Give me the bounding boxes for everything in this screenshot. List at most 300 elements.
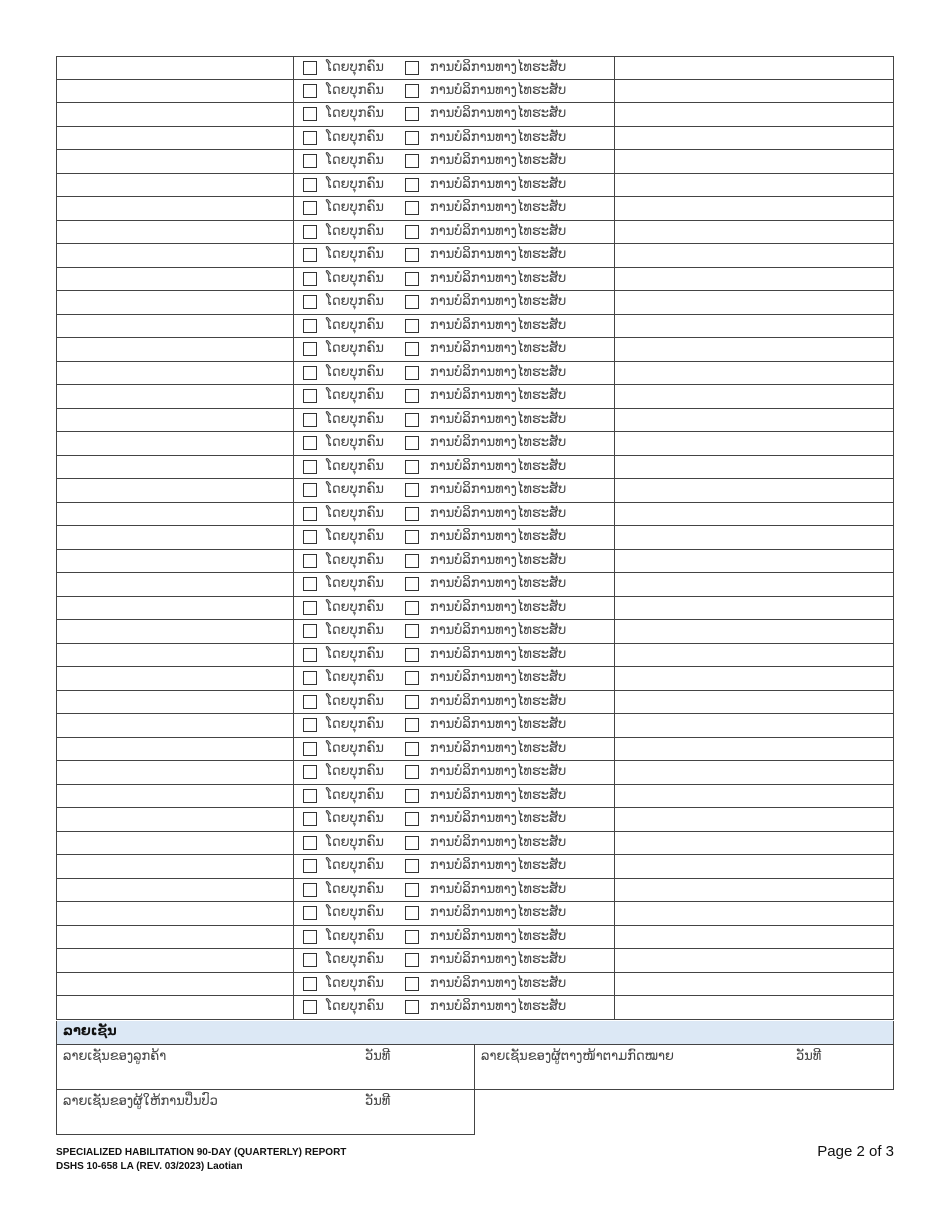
individual-checkbox[interactable] bbox=[303, 342, 317, 356]
individual-checkbox[interactable] bbox=[303, 836, 317, 850]
individual-checkbox[interactable] bbox=[303, 906, 317, 920]
behavioral-label: ການບໍລິການທາງໄທຮະສັບ bbox=[430, 200, 567, 215]
notes-cell[interactable] bbox=[615, 526, 893, 549]
service-type-cell bbox=[294, 879, 615, 902]
goal-cell[interactable] bbox=[57, 174, 294, 197]
notes-cell[interactable] bbox=[615, 949, 893, 972]
table-row bbox=[56, 197, 894, 221]
goal-cell[interactable] bbox=[57, 855, 294, 878]
service-type-cell bbox=[294, 714, 615, 737]
table-row bbox=[56, 174, 894, 198]
individual-label: ໂດຍບຸກຄົນ bbox=[326, 341, 384, 356]
legal-rep-signature-field[interactable] bbox=[475, 1045, 894, 1090]
table-row bbox=[56, 738, 894, 762]
table-row bbox=[56, 832, 894, 856]
notes-cell[interactable] bbox=[615, 879, 893, 902]
behavioral-label: ການບໍລິການທາງໄທຮະສັບ bbox=[430, 129, 567, 145]
individual-label: ໂດຍບຸກຄົນ bbox=[326, 764, 384, 779]
behavioral-label: ການບໍລິການທາງໄທຮະສັບ bbox=[430, 106, 567, 121]
individual-checkbox[interactable] bbox=[303, 436, 317, 450]
behavioral-label: ການບໍລິການທາງໄທຮະສັບ bbox=[430, 364, 567, 380]
behavioral-checkbox[interactable] bbox=[405, 906, 419, 920]
goal-cell[interactable] bbox=[57, 879, 294, 902]
behavioral-checkbox[interactable] bbox=[405, 107, 419, 121]
behavioral-label: ການບໍລິການທາງໄທຮະສັບ bbox=[430, 223, 567, 239]
client-date-label: ວັນທີ bbox=[365, 1049, 391, 1064]
individual-label: ໂດຍບຸກຄົນ bbox=[326, 881, 384, 897]
service-table bbox=[56, 56, 894, 1020]
notes-cell[interactable] bbox=[615, 738, 893, 761]
table-row bbox=[56, 409, 894, 433]
goal-cell[interactable] bbox=[57, 714, 294, 737]
goal-cell[interactable] bbox=[57, 832, 294, 855]
goal-cell[interactable] bbox=[57, 268, 294, 291]
goal-cell[interactable] bbox=[57, 526, 294, 549]
behavioral-checkbox[interactable] bbox=[405, 84, 419, 98]
individual-label: ໂດຍບຸກຄົນ bbox=[326, 294, 384, 309]
service-type-cell bbox=[294, 526, 615, 549]
table-row bbox=[56, 291, 894, 315]
table-row bbox=[56, 127, 894, 151]
behavioral-label: ການບໍລິການທາງໄທຮະສັບ bbox=[430, 294, 567, 309]
individual-label: ໂດຍບຸກຄົນ bbox=[326, 670, 384, 685]
individual-label: ໂດຍບຸກຄົນ bbox=[326, 200, 384, 215]
behavioral-label: ການບໍລິການທາງໄທຮະສັບ bbox=[430, 646, 567, 662]
goal-cell[interactable] bbox=[57, 926, 294, 949]
table-row bbox=[56, 479, 894, 503]
notes-cell[interactable] bbox=[615, 996, 893, 1019]
individual-checkbox[interactable] bbox=[303, 389, 317, 403]
notes-cell[interactable] bbox=[615, 362, 893, 385]
individual-checkbox[interactable] bbox=[303, 201, 317, 215]
notes-cell[interactable] bbox=[615, 57, 893, 79]
individual-checkbox[interactable] bbox=[303, 1000, 317, 1014]
behavioral-checkbox[interactable] bbox=[405, 859, 419, 873]
notes-cell[interactable] bbox=[615, 197, 893, 220]
individual-checkbox[interactable] bbox=[303, 61, 317, 75]
behavioral-label: ການບໍລິການທາງໄທຮະສັບ bbox=[430, 717, 567, 732]
form-number: DSHS 10-658 LA (REV. 03/2023) Laotian bbox=[56, 1161, 243, 1172]
notes-cell[interactable] bbox=[615, 174, 893, 197]
client-signature-field[interactable] bbox=[56, 1045, 475, 1090]
behavioral-checkbox[interactable] bbox=[405, 953, 419, 967]
notes-cell[interactable] bbox=[615, 385, 893, 408]
notes-cell[interactable] bbox=[615, 432, 893, 455]
service-type-cell bbox=[294, 597, 615, 620]
behavioral-checkbox[interactable] bbox=[405, 413, 419, 427]
goal-cell[interactable] bbox=[57, 902, 294, 925]
individual-checkbox[interactable] bbox=[303, 154, 317, 168]
goal-cell[interactable] bbox=[57, 785, 294, 808]
behavioral-checkbox[interactable] bbox=[405, 272, 419, 286]
behavioral-checkbox[interactable] bbox=[405, 718, 419, 732]
goal-cell[interactable] bbox=[57, 362, 294, 385]
individual-label: ໂດຍບຸກຄົນ bbox=[326, 693, 384, 709]
notes-cell[interactable] bbox=[615, 714, 893, 737]
behavioral-label: ການບໍລິການທາງໄທຮະສັບ bbox=[430, 82, 567, 98]
service-type-cell bbox=[294, 996, 615, 1019]
behavioral-checkbox[interactable] bbox=[405, 601, 419, 615]
goal-cell[interactable] bbox=[57, 761, 294, 784]
goal-cell[interactable] bbox=[57, 244, 294, 267]
table-row bbox=[56, 503, 894, 527]
behavioral-checkbox[interactable] bbox=[405, 436, 419, 450]
behavioral-checkbox[interactable] bbox=[405, 671, 419, 685]
service-type-cell bbox=[294, 855, 615, 878]
notes-cell[interactable] bbox=[615, 221, 893, 244]
service-type-cell bbox=[294, 479, 615, 502]
notes-cell[interactable] bbox=[615, 667, 893, 690]
service-type-cell bbox=[294, 174, 615, 197]
goal-cell[interactable] bbox=[57, 315, 294, 338]
behavioral-label: ການບໍລິການທາງໄທຮະສັບ bbox=[430, 975, 567, 991]
service-type-cell bbox=[294, 197, 615, 220]
goal-cell[interactable] bbox=[57, 409, 294, 432]
individual-label: ໂດຍບຸກຄົນ bbox=[326, 247, 384, 262]
behavioral-label: ການບໍລິການທາງໄທຮະສັບ bbox=[430, 599, 567, 615]
behavioral-checkbox[interactable] bbox=[405, 507, 419, 521]
goal-cell[interactable] bbox=[57, 338, 294, 361]
service-type-cell bbox=[294, 503, 615, 526]
individual-checkbox[interactable] bbox=[303, 883, 317, 897]
goal-cell[interactable] bbox=[57, 197, 294, 220]
individual-label: ໂດຍບຸກຄົນ bbox=[326, 623, 384, 638]
individual-label: ໂດຍບຸກຄົນ bbox=[326, 599, 384, 615]
behavioral-label: ການບໍລິການທາງໄທຮະສັບ bbox=[430, 153, 567, 168]
table-row bbox=[56, 268, 894, 292]
goal-cell[interactable] bbox=[57, 456, 294, 479]
behavioral-label: ການບໍລິການທາງໄທຮະສັບ bbox=[430, 411, 567, 427]
individual-checkbox[interactable] bbox=[303, 460, 317, 474]
individual-checkbox[interactable] bbox=[303, 812, 317, 826]
goal-cell[interactable] bbox=[57, 127, 294, 150]
individual-checkbox[interactable] bbox=[303, 413, 317, 427]
behavioral-checkbox[interactable] bbox=[405, 248, 419, 262]
notes-cell[interactable] bbox=[615, 244, 893, 267]
behavioral-label: ການບໍລິການທາງໄທຮະສັບ bbox=[430, 952, 567, 967]
individual-label: ໂດຍບຸກຄົນ bbox=[326, 905, 384, 920]
individual-checkbox[interactable] bbox=[303, 953, 317, 967]
provider-signature-label: ລາຍເຊັນຂອງຜູ້ໃຫ້ການປິ່ນປົວ bbox=[63, 1094, 218, 1109]
individual-label: ໂດຍບຸກຄົນ bbox=[326, 834, 384, 850]
client-signature-label: ລາຍເຊັນຂອງລູກຄ້າ bbox=[63, 1049, 167, 1064]
individual-checkbox[interactable] bbox=[303, 131, 317, 145]
provider-date-label: ວັນທີ bbox=[365, 1094, 391, 1109]
service-type-cell bbox=[294, 291, 615, 314]
table-row bbox=[56, 620, 894, 644]
individual-checkbox[interactable] bbox=[303, 366, 317, 380]
behavioral-checkbox[interactable] bbox=[405, 342, 419, 356]
service-type-cell bbox=[294, 644, 615, 667]
individual-label: ໂດຍບຸກຄົນ bbox=[326, 999, 384, 1014]
goal-cell[interactable] bbox=[57, 385, 294, 408]
individual-label: ໂດຍບຸກຄົນ bbox=[326, 129, 384, 145]
individual-checkbox[interactable] bbox=[303, 295, 317, 309]
service-type-cell bbox=[294, 667, 615, 690]
behavioral-checkbox[interactable] bbox=[405, 483, 419, 497]
notes-cell[interactable] bbox=[615, 150, 893, 173]
notes-cell[interactable] bbox=[615, 409, 893, 432]
individual-checkbox[interactable] bbox=[303, 319, 317, 333]
behavioral-checkbox[interactable] bbox=[405, 460, 419, 474]
goal-cell[interactable] bbox=[57, 573, 294, 596]
behavioral-checkbox[interactable] bbox=[405, 201, 419, 215]
individual-checkbox[interactable] bbox=[303, 601, 317, 615]
individual-checkbox[interactable] bbox=[303, 507, 317, 521]
goal-cell[interactable] bbox=[57, 667, 294, 690]
service-type-cell bbox=[294, 550, 615, 573]
individual-checkbox[interactable] bbox=[303, 671, 317, 685]
service-type-cell bbox=[294, 620, 615, 643]
behavioral-label: ການບໍລິການທາງໄທຮະສັບ bbox=[430, 764, 567, 779]
table-row bbox=[56, 385, 894, 409]
goal-cell[interactable] bbox=[57, 597, 294, 620]
individual-checkbox[interactable] bbox=[303, 178, 317, 192]
behavioral-checkbox[interactable] bbox=[405, 765, 419, 779]
behavioral-checkbox[interactable] bbox=[405, 225, 419, 239]
behavioral-label: ການບໍລິການທາງໄທຮະສັບ bbox=[430, 435, 567, 450]
service-type-cell bbox=[294, 127, 615, 150]
behavioral-checkbox[interactable] bbox=[405, 977, 419, 991]
notes-cell[interactable] bbox=[615, 785, 893, 808]
goal-cell[interactable] bbox=[57, 479, 294, 502]
goal-cell[interactable] bbox=[57, 808, 294, 831]
individual-checkbox[interactable] bbox=[303, 624, 317, 638]
notes-cell[interactable] bbox=[615, 808, 893, 831]
goal-cell[interactable] bbox=[57, 291, 294, 314]
individual-checkbox[interactable] bbox=[303, 718, 317, 732]
table-row bbox=[56, 526, 894, 550]
individual-label: ໂດຍບຸກຄົນ bbox=[326, 529, 384, 544]
goal-cell[interactable] bbox=[57, 432, 294, 455]
notes-cell[interactable] bbox=[615, 550, 893, 573]
notes-cell[interactable] bbox=[615, 338, 893, 361]
table-row bbox=[56, 362, 894, 386]
individual-checkbox[interactable] bbox=[303, 554, 317, 568]
table-row bbox=[56, 80, 894, 104]
table-row bbox=[56, 667, 894, 691]
individual-label: ໂດຍບຸກຄົນ bbox=[326, 270, 384, 286]
table-row bbox=[56, 808, 894, 832]
behavioral-checkbox[interactable] bbox=[405, 389, 419, 403]
individual-checkbox[interactable] bbox=[303, 648, 317, 662]
service-type-cell bbox=[294, 385, 615, 408]
behavioral-label: ການບໍລິການທາງໄທຮະສັບ bbox=[430, 858, 567, 873]
notes-cell[interactable] bbox=[615, 479, 893, 502]
individual-checkbox[interactable] bbox=[303, 107, 317, 121]
individual-checkbox[interactable] bbox=[303, 695, 317, 709]
table-row bbox=[56, 879, 894, 903]
individual-checkbox[interactable] bbox=[303, 765, 317, 779]
table-row bbox=[56, 855, 894, 879]
notes-cell[interactable] bbox=[615, 103, 893, 126]
table-row bbox=[56, 761, 894, 785]
behavioral-checkbox[interactable] bbox=[405, 61, 419, 75]
individual-checkbox[interactable] bbox=[303, 248, 317, 262]
individual-checkbox[interactable] bbox=[303, 859, 317, 873]
table-row bbox=[56, 150, 894, 174]
individual-checkbox[interactable] bbox=[303, 225, 317, 239]
notes-cell[interactable] bbox=[615, 644, 893, 667]
notes-cell[interactable] bbox=[615, 855, 893, 878]
goal-cell[interactable] bbox=[57, 150, 294, 173]
behavioral-checkbox[interactable] bbox=[405, 789, 419, 803]
behavioral-checkbox[interactable] bbox=[405, 530, 419, 544]
behavioral-label: ການບໍລິການທາງໄທຮະສັບ bbox=[430, 999, 567, 1014]
behavioral-checkbox[interactable] bbox=[405, 319, 419, 333]
notes-cell[interactable] bbox=[615, 573, 893, 596]
behavioral-label: ການບໍລິການທາງໄທຮະສັບ bbox=[430, 247, 567, 262]
individual-label: ໂດຍບຸກຄົນ bbox=[326, 717, 384, 732]
behavioral-checkbox[interactable] bbox=[405, 178, 419, 192]
signature-section-header bbox=[56, 1021, 894, 1045]
individual-label: ໂດຍບຸກຄົນ bbox=[326, 552, 384, 568]
behavioral-checkbox[interactable] bbox=[405, 836, 419, 850]
service-type-cell bbox=[294, 902, 615, 925]
table-row bbox=[56, 926, 894, 950]
individual-label: ໂດຍບຸກຄົນ bbox=[326, 482, 384, 497]
goal-cell[interactable] bbox=[57, 620, 294, 643]
table-row bbox=[56, 949, 894, 973]
individual-checkbox[interactable] bbox=[303, 272, 317, 286]
goal-cell[interactable] bbox=[57, 103, 294, 126]
behavioral-label: ການບໍລິການທາງໄທຮະສັບ bbox=[430, 811, 567, 826]
behavioral-checkbox[interactable] bbox=[405, 648, 419, 662]
service-type-cell bbox=[294, 832, 615, 855]
table-row bbox=[56, 56, 894, 80]
notes-cell[interactable] bbox=[615, 268, 893, 291]
individual-label: ໂດຍບຸກຄົນ bbox=[326, 106, 384, 121]
individual-label: ໂດຍບຸກຄົນ bbox=[326, 388, 384, 403]
individual-checkbox[interactable] bbox=[303, 977, 317, 991]
table-row bbox=[56, 338, 894, 362]
goal-cell[interactable] bbox=[57, 80, 294, 103]
behavioral-label: ການບໍລິການທາງໄທຮະສັບ bbox=[430, 458, 567, 474]
goal-cell[interactable] bbox=[57, 57, 294, 79]
behavioral-checkbox[interactable] bbox=[405, 624, 419, 638]
goal-cell[interactable] bbox=[57, 949, 294, 972]
behavioral-checkbox[interactable] bbox=[405, 1000, 419, 1014]
behavioral-label: ການບໍລິການທາງໄທຮະສັບ bbox=[430, 317, 567, 333]
service-type-cell bbox=[294, 315, 615, 338]
service-type-cell bbox=[294, 57, 615, 79]
individual-checkbox[interactable] bbox=[303, 84, 317, 98]
behavioral-checkbox[interactable] bbox=[405, 131, 419, 145]
service-type-cell bbox=[294, 738, 615, 761]
notes-cell[interactable] bbox=[615, 315, 893, 338]
behavioral-checkbox[interactable] bbox=[405, 295, 419, 309]
notes-cell[interactable] bbox=[615, 902, 893, 925]
service-type-cell bbox=[294, 268, 615, 291]
behavioral-checkbox[interactable] bbox=[405, 154, 419, 168]
service-type-cell bbox=[294, 150, 615, 173]
goal-cell[interactable] bbox=[57, 738, 294, 761]
service-type-cell bbox=[294, 244, 615, 267]
individual-label: ໂດຍບຸກຄົນ bbox=[326, 975, 384, 991]
behavioral-label: ການບໍລິການທາງໄທຮະສັບ bbox=[430, 834, 567, 850]
behavioral-label: ການບໍລິການທາງໄທຮະສັບ bbox=[430, 270, 567, 286]
goal-cell[interactable] bbox=[57, 503, 294, 526]
notes-cell[interactable] bbox=[615, 620, 893, 643]
service-type-cell bbox=[294, 785, 615, 808]
behavioral-checkbox[interactable] bbox=[405, 742, 419, 756]
behavioral-checkbox[interactable] bbox=[405, 366, 419, 380]
individual-label: ໂດຍບຸກຄົນ bbox=[326, 364, 384, 380]
table-row bbox=[56, 902, 894, 926]
notes-cell[interactable] bbox=[615, 456, 893, 479]
notes-cell[interactable] bbox=[615, 832, 893, 855]
behavioral-checkbox[interactable] bbox=[405, 812, 419, 826]
table-row bbox=[56, 996, 894, 1020]
behavioral-label: ການບໍລິການທາງໄທຮະສັບ bbox=[430, 693, 567, 709]
goal-cell[interactable] bbox=[57, 691, 294, 714]
service-type-cell bbox=[294, 103, 615, 126]
individual-label: ໂດຍບຸກຄົນ bbox=[326, 858, 384, 873]
behavioral-checkbox[interactable] bbox=[405, 554, 419, 568]
goal-cell[interactable] bbox=[57, 221, 294, 244]
behavioral-label: ການບໍລິການທາງໄທຮະສັບ bbox=[430, 576, 567, 591]
legal-rep-date-label: ວັນທີ bbox=[796, 1049, 822, 1064]
behavioral-label: ການບໍລິການທາງໄທຮະສັບ bbox=[430, 552, 567, 568]
notes-cell[interactable] bbox=[615, 973, 893, 996]
goal-cell[interactable] bbox=[57, 550, 294, 573]
service-type-cell bbox=[294, 456, 615, 479]
individual-label: ໂດຍບຸກຄົນ bbox=[326, 176, 384, 192]
table-row bbox=[56, 432, 894, 456]
individual-checkbox[interactable] bbox=[303, 483, 317, 497]
individual-label: ໂດຍບຸກຄົນ bbox=[326, 952, 384, 967]
goal-cell[interactable] bbox=[57, 973, 294, 996]
service-type-cell bbox=[294, 949, 615, 972]
behavioral-label: ການບໍລິການທາງໄທຮະສັບ bbox=[430, 881, 567, 897]
individual-label: ໂດຍບຸກຄົນ bbox=[326, 435, 384, 450]
behavioral-checkbox[interactable] bbox=[405, 930, 419, 944]
notes-cell[interactable] bbox=[615, 926, 893, 949]
behavioral-checkbox[interactable] bbox=[405, 883, 419, 897]
page-number: Page 2 of 3 bbox=[817, 1143, 894, 1160]
service-type-cell bbox=[294, 573, 615, 596]
provider-signature-field[interactable] bbox=[56, 1090, 475, 1135]
individual-checkbox[interactable] bbox=[303, 930, 317, 944]
individual-checkbox[interactable] bbox=[303, 577, 317, 591]
notes-cell[interactable] bbox=[615, 691, 893, 714]
notes-cell[interactable] bbox=[615, 80, 893, 103]
table-row bbox=[56, 244, 894, 268]
table-row bbox=[56, 103, 894, 127]
individual-checkbox[interactable] bbox=[303, 742, 317, 756]
notes-cell[interactable] bbox=[615, 127, 893, 150]
notes-cell[interactable] bbox=[615, 291, 893, 314]
service-type-cell bbox=[294, 808, 615, 831]
behavioral-label: ການບໍລິການທາງໄທຮະສັບ bbox=[430, 670, 567, 685]
individual-checkbox[interactable] bbox=[303, 530, 317, 544]
notes-cell[interactable] bbox=[615, 761, 893, 784]
individual-checkbox[interactable] bbox=[303, 789, 317, 803]
notes-cell[interactable] bbox=[615, 503, 893, 526]
service-type-cell bbox=[294, 973, 615, 996]
table-row bbox=[56, 597, 894, 621]
behavioral-label: ການບໍລິການທາງໄທຮະສັບ bbox=[430, 928, 567, 944]
individual-label: ໂດຍບຸກຄົນ bbox=[326, 153, 384, 168]
notes-cell[interactable] bbox=[615, 597, 893, 620]
goal-cell[interactable] bbox=[57, 996, 294, 1019]
behavioral-checkbox[interactable] bbox=[405, 695, 419, 709]
goal-cell[interactable] bbox=[57, 644, 294, 667]
behavioral-label: ການບໍລິການທາງໄທຮະສັບ bbox=[430, 341, 567, 356]
behavioral-checkbox[interactable] bbox=[405, 577, 419, 591]
behavioral-label: ການບໍລິການທາງໄທຮະສັບ bbox=[430, 623, 567, 638]
behavioral-label: ການບໍລິການທາງໄທຮະສັບ bbox=[430, 388, 567, 403]
